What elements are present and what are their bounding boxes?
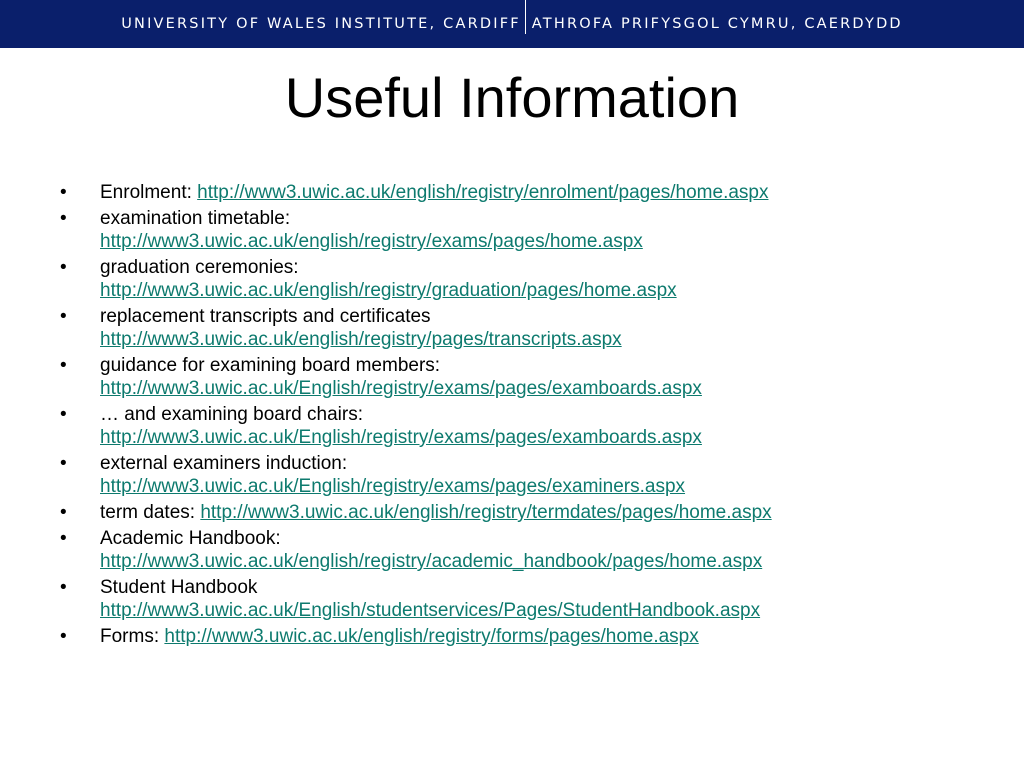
list-item — [60, 207, 1010, 253]
item-label: external examiners induction: — [100, 453, 348, 474]
item-label: Enrolment: — [100, 182, 198, 203]
item-label: Forms: — [100, 626, 165, 647]
list-item — [60, 501, 1010, 524]
item-link[interactable]: http://www3.uwic.ac.uk/english/registry/academic_handbook/pages/home.aspx — [100, 551, 763, 572]
item-link[interactable]: http://www3.uwic.ac.uk/English/studentservices/Pages/StudentHandbook.aspx — [100, 600, 761, 621]
bullet-icon: • — [60, 528, 67, 549]
list-item — [60, 181, 1010, 204]
bullet-icon: • — [60, 355, 67, 376]
bullet-icon: • — [60, 453, 67, 474]
bullet-icon: • — [60, 626, 67, 647]
item-link[interactable]: http://www3.uwic.ac.uk/english/registry/graduation/pages/home.aspx — [100, 280, 677, 301]
item-link[interactable]: http://www3.uwic.ac.uk/english/registry/termdates/pages/home.aspx — [200, 502, 772, 523]
banner-english-name: UNIVERSITY OF WALES INSTITUTE, CARDIFF — [121, 16, 521, 32]
item-link[interactable]: http://www3.uwic.ac.uk/English/registry/exams/pages/examboards.aspx — [100, 378, 702, 399]
institution-banner — [0, 0, 1024, 48]
list-item — [60, 527, 1010, 573]
list-item — [60, 256, 1010, 302]
item-link[interactable]: http://www3.uwic.ac.uk/english/registry/pages/transcripts.aspx — [100, 329, 622, 350]
list-item — [60, 354, 1010, 400]
bullet-icon: • — [60, 208, 67, 229]
bullet-icon: • — [60, 257, 67, 278]
item-link[interactable]: http://www3.uwic.ac.uk/English/registry/exams/pages/examboards.aspx — [100, 427, 702, 448]
item-link[interactable]: http://www3.uwic.ac.uk/english/registry/exams/pages/home.aspx — [100, 231, 643, 252]
item-label: examination timetable: — [100, 208, 291, 229]
useful-links-list — [60, 181, 1010, 651]
item-label: Academic Handbook: — [100, 528, 281, 549]
bullet-icon: • — [60, 404, 67, 425]
item-label: graduation ceremonies: — [100, 257, 299, 278]
item-label: term dates: — [100, 502, 201, 523]
bullet-icon: • — [60, 502, 67, 523]
bullet-icon: • — [60, 306, 67, 327]
item-label: Student Handbook — [100, 577, 258, 598]
list-item — [60, 305, 1010, 351]
banner-divider — [525, 0, 526, 34]
bullet-icon: • — [60, 577, 67, 598]
list-item — [60, 403, 1010, 449]
list-item — [60, 576, 1010, 622]
item-link[interactable]: http://www3.uwic.ac.uk/English/registry/exams/pages/examiners.aspx — [100, 476, 686, 497]
item-link[interactable]: http://www3.uwic.ac.uk/english/registry/forms/pages/home.aspx — [164, 626, 699, 647]
bullet-icon: • — [60, 182, 67, 203]
list-item — [60, 625, 1010, 648]
banner-welsh-name: ATHROFA PRIFYSGOL CYMRU, CAERDYDD — [531, 16, 903, 32]
item-link[interactable]: http://www3.uwic.ac.uk/english/registry/enrolment/pages/home.aspx — [197, 182, 769, 203]
list-item — [60, 452, 1010, 498]
item-label: … and examining board chairs: — [100, 404, 363, 425]
item-label: replacement transcripts and certificates — [100, 306, 431, 327]
item-label: guidance for examining board members: — [100, 355, 441, 376]
slide-title: Useful Information — [284, 66, 740, 129]
